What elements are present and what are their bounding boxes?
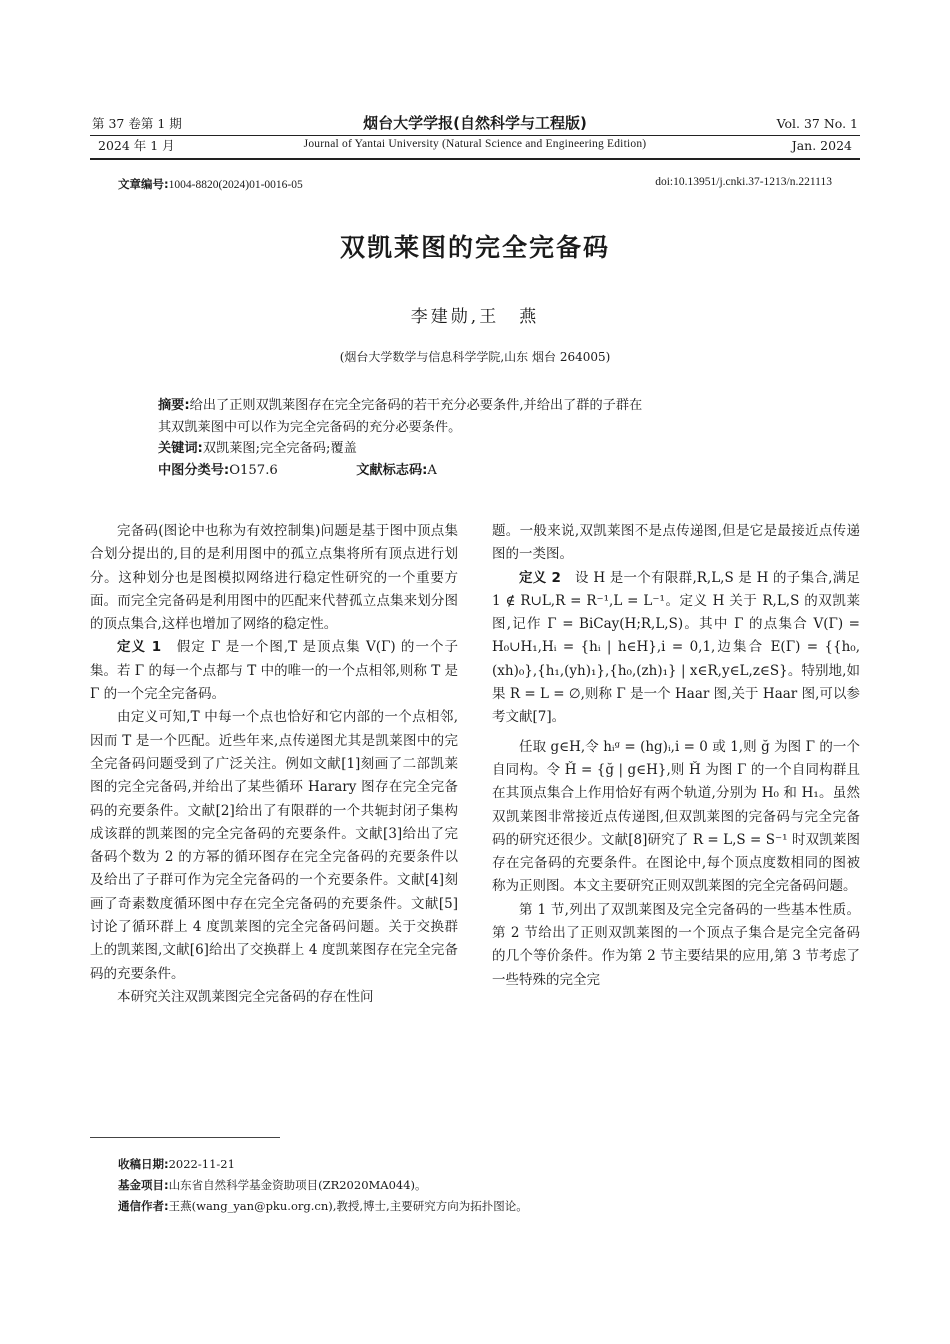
- definition-2-text: 设 H 是一个有限群,R,L,S 是 H 的子集合,满足 1 ∉ R∪L,R = R⁻¹,L = L⁻¹。定义 H 关于 R,L,S 的双凯莱图,记作 Γ = BiCay(H;R,L,S)。其中 Γ 的点集合 V(Γ) = H₀∪H₁,Hᵢ = {hᵢ | h∈H},i = 0,1,边集合 E(Γ) = {{h₀,(xh)₀},{h₁,(yh)₁},{h₀,(zh)₁} | x∈R,y∈L,z∈S}。特别地,如果 R = L = ∅,则称 Γ 是一个 Haar 图,关于 Haar 图,可以参考文献[7]。: [492, 569, 860, 726]
- definition-1-label: 定义 1: [117, 639, 162, 656]
- abstract-line1: 给出了正则双凯莱图存在完全完备码的若干充分必要条件,并给出了群的子群在: [189, 398, 643, 413]
- received-date: 2022-11-21: [168, 1157, 235, 1171]
- abstract-label: 摘要:: [158, 398, 190, 413]
- header-rule-thin: [90, 135, 860, 136]
- doc-code-label: 文献标志码:: [356, 462, 428, 478]
- footnote-rule: [90, 1137, 280, 1138]
- fund-label: 基金项目:: [118, 1178, 169, 1192]
- author-text: 王燕(wang_yan@pku.org.cn),教授,博士,主要研究方向为拓扑图论。: [168, 1199, 528, 1213]
- left-column: [90, 520, 458, 1009]
- right-paragraph-1: 题。一般来说,双凯莱图不是点传递图,但是它是最接近点传递图的一类图。: [492, 523, 860, 563]
- definition-1-text: 假定 Γ 是一个图,T 是顶点集 V(Γ) 的一个子集。若 Γ 的每一个点都与 T 中的唯一的一个点相邻,则称 T 是 Γ 的一个完全完备码。: [90, 639, 458, 703]
- definition-2-label: 定义 2: [519, 569, 561, 586]
- keywords: 双凯莱图;完全完备码;覆盖: [202, 441, 357, 456]
- footnotes: [118, 1154, 528, 1217]
- article-number-label: 文章编号:: [118, 177, 169, 191]
- paper-title: 双凯莱图的完全完备码: [339, 233, 610, 262]
- right-paragraph-2: 任取 g∈H,令 hᵢᵍ = (hg)ᵢ,i = 0 或 1,则 ğ 为图 Γ 的一个自同构。令 Ȟ = {ğ | g∈H},则 Ȟ 为图 Γ 的一个自同构群且在其顶点集合上作用恰好有两个轨道,分别为 H₀ 和 H₁。虽然双凯莱图非常接近点传递图,但双凯莱图的完备码与完全完备码的研究还很少。文献[8]研究了 R = L,S = S⁻¹ 时双凯莱图存在完备码的充要条件。在图论中,每个顶点度数相同的图被称为正则图。本文主要研究正则双凯莱图的完全完备码问题。: [492, 738, 860, 895]
- doc-code-value: A: [427, 462, 437, 478]
- header-volume-en: Vol. 37 No. 1: [776, 116, 858, 131]
- paper-authors: 李建勋,王 燕: [410, 307, 540, 327]
- header-journal-en: Journal of Yantai University (Natural Science and Engineering Edition): [303, 138, 647, 150]
- affiliation: (烟台大学数学与信息科学学院,山东 烟台 264005): [339, 350, 611, 364]
- abstract-line2: 其双凯莱图中可以作为完全完备码的充分必要条件。: [158, 419, 462, 435]
- fund-text: 山东省自然科学基金资助项目(ZR2020MA044)。: [168, 1178, 427, 1192]
- clc-label: 中图分类号:: [158, 462, 230, 478]
- abstract: [158, 395, 798, 481]
- article-number: [118, 176, 303, 192]
- clc-value: O157.6: [229, 462, 278, 478]
- keywords-label: 关键词:: [158, 441, 203, 456]
- header-date-cn: 2024 年 1 月: [98, 138, 175, 153]
- left-paragraph-3: 本研究关注双凯莱图完全完备码的存在性问: [117, 988, 374, 1005]
- right-paragraph-3: 第 1 节,列出了双凯莱图及完全完备码的一些基本性质。第 2 节给出了正则双凯莱图的一个顶点子集合是完全完备码的几个等价条件。作为第 2 节主要结果的应用,第 3 节考虑了一些特殊的完全完: [492, 901, 860, 988]
- received-label: 收稿日期:: [118, 1157, 169, 1171]
- header-volume-cn: 第 37 卷第 1 期: [92, 116, 182, 131]
- article-number-value: 1004-8820(2024)01-0016-05: [168, 179, 303, 191]
- right-column: [492, 520, 860, 992]
- header-journal-cn: 烟台大学学报(自然科学与工程版): [363, 114, 587, 132]
- header-date-en: Jan. 2024: [791, 138, 852, 153]
- left-paragraph-1: 完备码(图论中也称为有效控制集)问题是基于图中顶点集合划分提出的,目的是利用图中的孤立点集将所有顶点进行划分。这种划分也是图模拟网络进行稳定性研究的一个重要方面。而完全完备码是利用图中的匹配来代替孤立点集来划分图的顶点集合,这样也增加了网络的稳定性。: [90, 523, 458, 633]
- left-paragraph-2: 由定义可知,T 中每一个点也恰好和它内部的一个点相邻,因而 T 是一个匹配。近些年来,点传递图尤其是凯莱图中的完全完备码问题受到了广泛关注。例如文献[1]刻画了二部凯莱图的完全完备码,并给出了某些循环 Harary 图存在完全完备码的充要条件。文献[2]给出了有限群的一个共轭封闭子集构成该群的凯莱图的完全完备码的充要条件。文献[3]给出了完备码个数为 2 的方幂的循环图存在完全完备码的充要条件以及给出了子群可作为完全完备码的一个充要条件。文献[4]刻画了奇素数度循环图中存在完全完备码的充要条件。文献[5]讨论了循环群上 4 度凯莱图的完全完备码问题。关于交换群上的凯莱图,文献[6]给出了交换群上 4 度凯莱图存在完全完备码的充要条件。: [90, 709, 458, 982]
- author-label: 通信作者:: [118, 1199, 169, 1213]
- doi: doi:10.13951/j.cnki.37-1213/n.221113: [655, 176, 832, 188]
- header-rule-thick: [90, 158, 860, 160]
